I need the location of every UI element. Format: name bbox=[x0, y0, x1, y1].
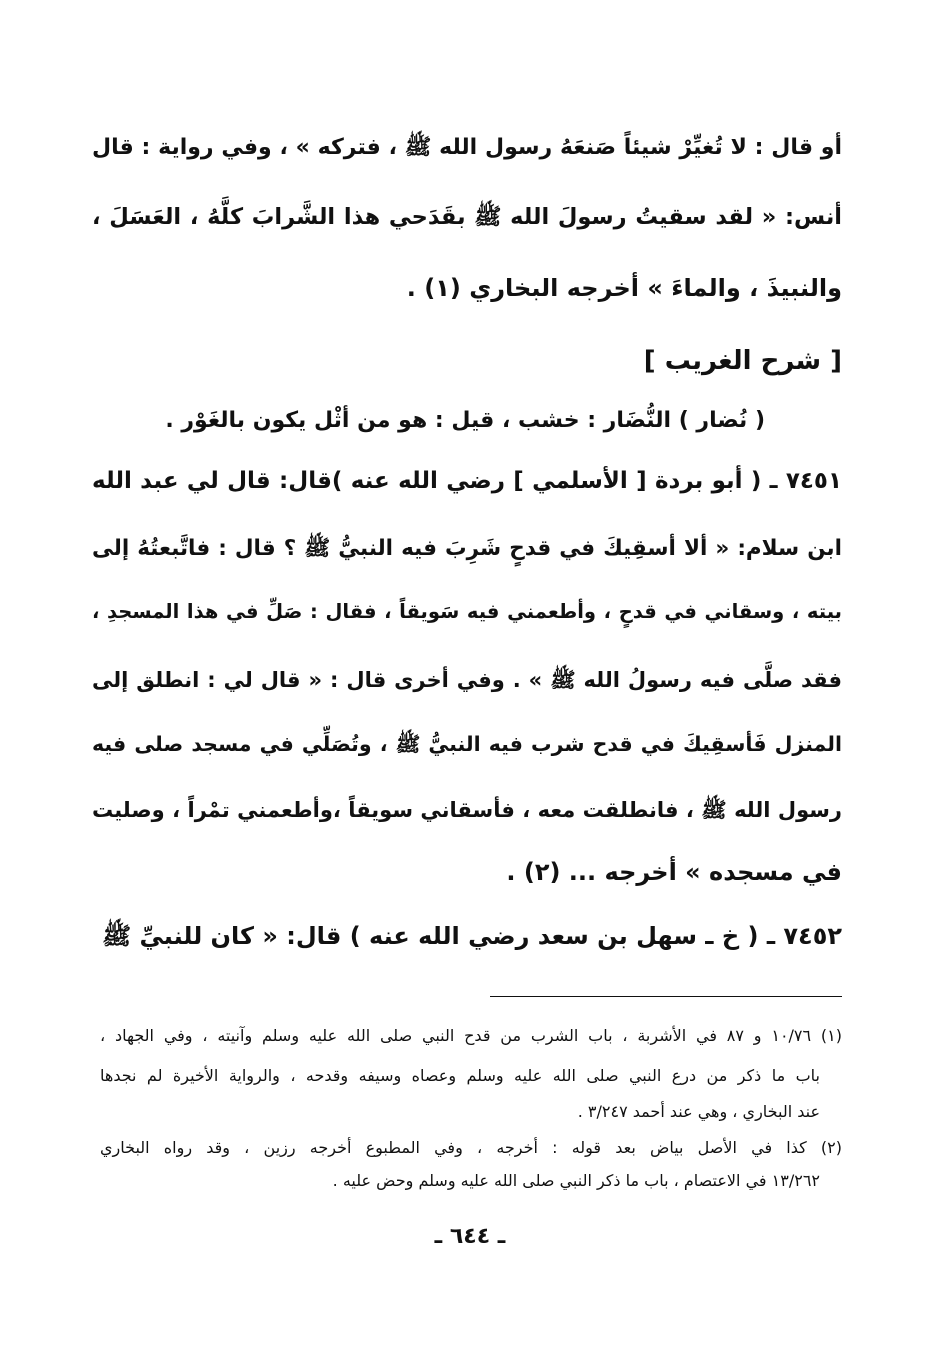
hadith-header-text: ـ ( أبو بردة [ الأسلمي ] رضي الله عنه )قال: قال لي عبد الله bbox=[92, 468, 778, 494]
hadith-7451-line-5: المنزل فَأسقِيكَ في قدح شرب فيه النبيُّ ﷺ ، وتُصَلِّي في مسجد صلى فيه bbox=[92, 732, 842, 756]
hadith-number: ٧٤٥١ bbox=[785, 468, 842, 494]
footnote-2-line-1: (٢) كذا في الأصل بياض بعد قوله : أخرجه ، وفي المطبوع أخرجه رزين ، وقد رواه البخاري bbox=[100, 1138, 842, 1157]
hadith-7451-line-7: في مسجده » أخرجه ... (٢) . bbox=[506, 858, 842, 886]
body-line-1: أو قال : لا تُغيِّرْ شيئاً صَنعَهُ رسول الله ﷺ ، فتركه » ، وفي رواية : قال bbox=[92, 135, 842, 160]
hadith-7451-line-3: بيته ، وسقاني في قدحٍ ، وأطعمني فيه سَويقاً ، فقال : صَلِّ في هذا المسجدِ ، bbox=[92, 600, 842, 623]
footnote-1-line-2: باب ما ذكر من درع النبي صلى الله عليه وسلم وعصاه وسيفه وقدحه ، والرواية الأخيرة لم نجدها bbox=[100, 1066, 820, 1085]
body-line-2: أنس: « لقد سقيتُ رسولَ الله ﷺ بقَدَحي هذا الشَّرابَ كلَّهُ ، العَسَلَ ، bbox=[92, 204, 842, 230]
section-heading: [ شرح الغريب ] bbox=[643, 346, 842, 376]
hadith-7451-line-6: رسول الله ﷺ ، فانطلقت معه ، فأسقاني سويقاً ،وأطعمني تمْراً ، وصليت bbox=[92, 798, 842, 822]
body-line-3: والنبيذَ ، والماءَ » أخرجه البخاري (١) . bbox=[406, 274, 842, 302]
hadith-7451-header bbox=[92, 470, 842, 493]
hadith-7451-line-2: ابن سلام: « ألا أسقِيكَ في قدحٍ شَرِبَ فيه النبيُّ ﷺ ؟ قال : فاتَّبعتُهُ إلى bbox=[92, 536, 842, 561]
footnote-divider bbox=[490, 996, 842, 997]
hadith-header-text: ـ ( خ ـ سهل بن سعد رضي الله عنه ) قال: « كان للنبيِّ ﷺ bbox=[102, 922, 776, 950]
footnote-1-line-1: (١) ١٠/٧٦ و ٨٧ في الأشربة ، باب الشرب من قدح النبي صلى الله عليه وسلم وآنيته ، وفي الجهاد ، bbox=[100, 1026, 843, 1045]
footnote-2-line-2: ١٣/٢٦٢ في الاعتصام ، باب ما ذكر النبي صلى الله عليه وسلم وحض عليه . bbox=[332, 1171, 820, 1190]
page-number: ـ ٦٤٤ ـ bbox=[434, 1224, 506, 1249]
hadith-7451-line-4: فقد صلَّى فيه رسولُ الله ﷺ » . وفي أخرى قال : « قال لي : انطلق إلى bbox=[92, 668, 842, 692]
hadith-number: ٧٤٥٢ bbox=[783, 922, 842, 950]
gloss-line: ( نُضار ) النُّضَار : خشب ، قيل : هو من أثْل يكون بالغَوْر . bbox=[165, 408, 765, 433]
hadith-7452-header bbox=[92, 924, 842, 948]
footnote-1-line-3: عند البخاري ، وهي عند أحمد ٣/٢٤٧ . bbox=[577, 1102, 820, 1121]
